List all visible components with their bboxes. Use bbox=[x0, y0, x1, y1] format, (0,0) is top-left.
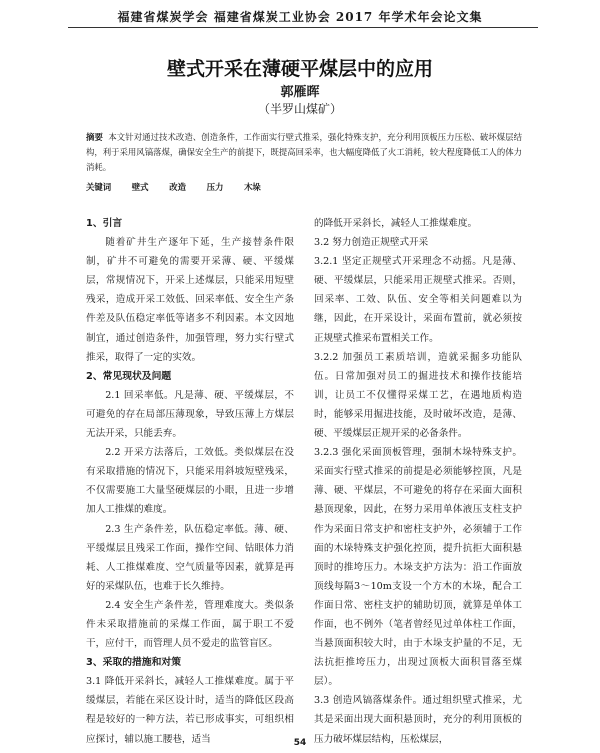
abstract-text: 本文针对通过技术改造、创造条件，工作面实行壁式推采，强化特殊支护，充分利用顶板压力压松、破坏煤层结构，利于采用风镐落煤，确保安全生产的前提下，既提高回采率，也大幅度降低了火工消耗，较大程度降低工人的体力消耗。 bbox=[86, 132, 523, 172]
section-heading-intro: 1、引言 bbox=[86, 218, 123, 229]
paragraph-3-3: 3.3 创造风镐落煤条件。通过组织壁式推采，尤其是采面出现大面积悬顶时，充分的利用顶板的压力破坏煤层结构，压松煤层， bbox=[314, 695, 522, 745]
keywords-label: 关键词 bbox=[86, 182, 112, 192]
page-number: 54 bbox=[293, 738, 307, 748]
article-title: 壁式开采在薄硬平煤层中的应用 bbox=[166, 58, 433, 80]
right-column bbox=[314, 214, 522, 749]
section-heading-status: 2、常见现状及问题 bbox=[86, 370, 172, 382]
abstract bbox=[86, 130, 522, 175]
paragraph-3-2-3: 3.2.3 强化采面顶板管理，强制木垛特殊支护。采面实行壁式推采的前提是必须能够控顶，凡是薄、硬、平煤层，不可避免的将存在采面大面积悬顶现象，因此，在努力采用单体液压支柱支护作为采面日常支护和密柱支护外，必须辅于工作面的木垛特殊支护强化控顶，提升抗拒大面积悬顶时的推垮压力。木垛支护方法为：沿工作面放顶线每隔3～10m支设一个方木的木垛，配合工作面日常、密柱支护的辅助切顶，就算是单体工作面，也不例外（笔者曾经见过单体柱工作面，当悬顶面积较大时，由于木垛支护量的不足，无法抗拒推垮压力，出现过顶板大面积冒落至煤层）。 bbox=[314, 447, 522, 688]
header-divider bbox=[68, 27, 538, 28]
paragraph-3-1: 3.1 降低开采斜长，减轻人工推煤难度。属于平缓煤层，若能在采区设计时，适当的降低区段高程是较好的一种方法，若已形成事实，可组织相应探讨，辅以施工腰巷，适当 bbox=[86, 676, 294, 745]
paragraph-3-2-1: 3.2.1 坚定正规壁式开采理念不动摇。凡是薄、硬、平缓煤层，只能采用正规壁式推采。否则，回采率、工效、队伍、安全等相关问题难以为继，因此，在开采设计，采面布置前，就必须按正规壁式推采布置相关工作。 bbox=[314, 256, 522, 344]
keyword: 改造 bbox=[169, 182, 186, 192]
paragraph-2-1: 2.1 回采率低。凡是薄、硬、平缓煤层，不可避免的存在局部压薄现象，导致压薄上方煤层无法开采，只能丢弃。 bbox=[86, 389, 294, 440]
paragraph-2-3: 2.3 生产条件差，队伍稳定率低。薄、硬、平缓煤层且残采工作面，操作空间、钻眼体力消耗、人工推煤难度、空气质量等因素，就算是再好的采煤队伍，也难于长久维持。 bbox=[86, 523, 294, 592]
paragraph-2-2: 2.2 开采方法落后，工效低。类似煤层在没有采取措施的情况下，只能采用斜坡短壁残采，不仅需要施工大量坚硬煤层的小眼，且进一步增加人工推煤的难度。 bbox=[86, 447, 294, 516]
paragraph-2-4: 2.4 安全生产条件差，管理难度大。类似条件未采取措施前的采煤工作面，属于职工不爱干，应付干，而管理人员不爱走的监管盲区。 bbox=[86, 599, 294, 650]
keyword: 木垛 bbox=[244, 182, 261, 192]
paragraph-3-2-2: 3.2.2 加强员工素质培训，造就采掘多功能队伍。日常加强对员工的掘进技术和操作技能培训，让员工不仅懂得采煤工艺，在遇地质构造时，能够采用掘进技能，及时破坏改造，是薄、硬、平缓煤层正规开采的必备条件。 bbox=[314, 351, 522, 440]
abstract-label: 摘要 bbox=[86, 132, 103, 142]
paragraph-intro: 随着矿井生产逐年下延，生产接替条件限制，矿井不可避免的需要开采薄、硬、平缓煤层，常规情况下，开采上述煤层，只能采用短壁残采，造成开采工效低、回采率低、安全生产条件差及队伍稳定率低等诸多不利因素。本文因地制宜，通过创造条件，加强管理，努力实行壁式推采，取得了一定的实效。 bbox=[86, 237, 294, 363]
left-column bbox=[86, 214, 294, 749]
running-header: 福建省煤炭学会 福建省煤炭工业协会 2017 年学术年会论文集 bbox=[117, 10, 483, 24]
section-heading-measures: 3、采取的措施和对策 bbox=[86, 657, 181, 669]
author-name: 郭雁晖 bbox=[280, 85, 320, 100]
paragraph-3-1-continued: 的降低开采斜长，减轻人工推煤难度。 bbox=[314, 218, 478, 229]
keyword: 壁式 bbox=[131, 182, 149, 192]
keyword: 压力 bbox=[206, 182, 224, 192]
author-affiliation: （半罗山煤矿） bbox=[257, 102, 342, 116]
keywords bbox=[86, 180, 522, 195]
subheading-3-2: 3.2 努力创造正规壁式开采 bbox=[314, 237, 429, 249]
